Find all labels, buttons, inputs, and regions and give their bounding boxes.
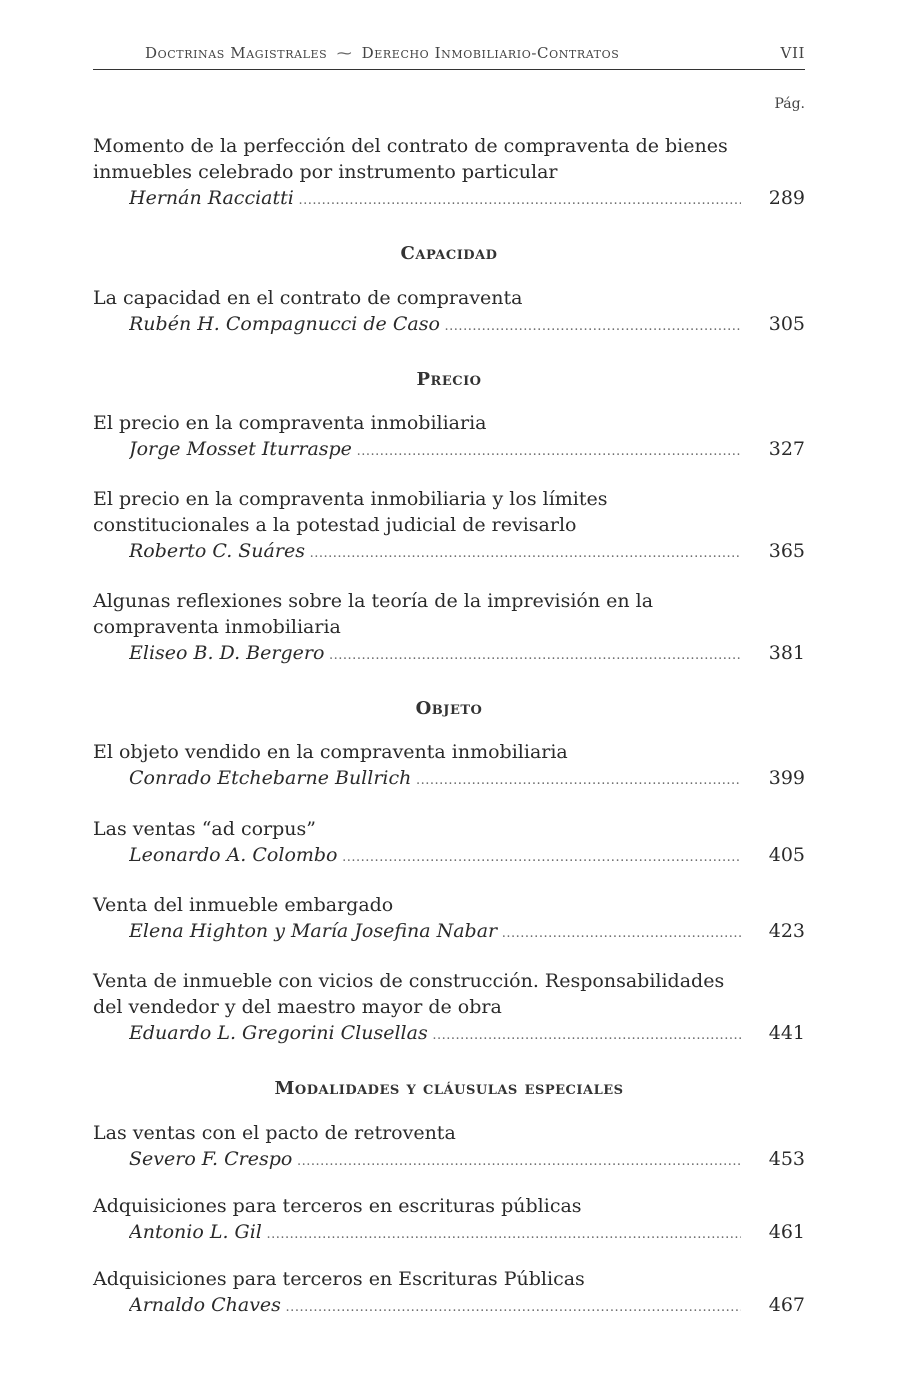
running-head-title-left: Doctrinas Magistrales xyxy=(145,44,328,62)
entry-title: Venta del inmueble embargado xyxy=(93,894,394,916)
entry-author: Roberto C. Suáres ..... xyxy=(129,538,741,567)
entry-page: 305 xyxy=(768,313,805,335)
section-heading-modalidades: Modalidades y cláusulas especiales xyxy=(274,1078,624,1099)
entry-page: 399 xyxy=(768,767,805,789)
entry-author: Antonio L. Gil ..... xyxy=(129,1219,741,1248)
toc-entry xyxy=(93,1193,805,1245)
entry-page: 365 xyxy=(768,540,805,562)
entry-title: El precio en la compraventa inmobiliaria xyxy=(93,412,487,434)
entry-page: 405 xyxy=(768,844,805,866)
toc-entry xyxy=(93,410,805,462)
toc-entry xyxy=(93,1266,805,1318)
entry-page: 381 xyxy=(768,642,805,664)
toc-entry xyxy=(93,285,805,337)
toc-entry xyxy=(93,486,805,564)
section-heading-precio: Precio xyxy=(416,369,482,390)
entry-title: El precio en la compraventa inmobiliaria y los límites constitucionales a la potestad judicial de revisarlo xyxy=(93,488,608,536)
section-heading-capacidad: Capacidad xyxy=(400,243,498,264)
entry-title: Las ventas “ad corpus” xyxy=(93,818,316,840)
entry-author: Elena Highton y María Josefina Nabar ..... xyxy=(129,918,741,947)
entry-title: Venta de inmueble con vicios de construcción. Responsabilidades del vendedor y del maestro mayor de obra xyxy=(93,970,725,1018)
toc-entry xyxy=(93,892,805,944)
entry-title: Adquisiciones para terceros en Escrituras Públicas xyxy=(93,1268,585,1290)
entry-author: Hernán Racciatti ..... xyxy=(129,185,741,214)
entry-page: 327 xyxy=(768,438,805,460)
entry-title: Las ventas con el pacto de retroventa xyxy=(93,1122,456,1144)
header-rule xyxy=(93,69,805,70)
entry-title: La capacidad en el contrato de compraventa xyxy=(93,287,523,309)
running-head-title-right: Derecho Inmobiliario-Contratos xyxy=(361,44,620,62)
entry-author: Conrado Etchebarne Bullrich ..... xyxy=(129,765,741,794)
separator-ornament-icon: ⁓ xyxy=(336,44,353,62)
entry-page: 467 xyxy=(768,1294,805,1316)
entry-author: Arnaldo Chaves ..... xyxy=(129,1292,741,1321)
toc-entry xyxy=(93,739,805,791)
entry-page: 441 xyxy=(768,1022,805,1044)
toc-entry xyxy=(93,816,805,868)
entry-page: 289 xyxy=(768,187,805,209)
entry-page: 461 xyxy=(768,1221,805,1243)
entry-author: Rubén H. Compagnucci de Caso ..... xyxy=(129,311,741,340)
running-head-title xyxy=(145,44,619,62)
entry-author: Leonardo A. Colombo ..... xyxy=(129,842,741,871)
entry-title: Adquisiciones para terceros en escrituras públicas xyxy=(93,1195,582,1217)
entry-author: Jorge Mosset Iturraspe ..... xyxy=(129,436,741,465)
entry-author: Severo F. Crespo ..... xyxy=(129,1146,741,1175)
toc-entry xyxy=(93,588,805,666)
entry-title: Algunas reflexiones sobre la teoría de la imprevisión en la compraventa inmobiliaria xyxy=(93,590,654,638)
entry-title: El objeto vendido en la compraventa inmobiliaria xyxy=(93,741,568,763)
section-heading-objeto: Objeto xyxy=(415,698,483,719)
entry-page: 453 xyxy=(768,1148,805,1170)
page-folio: VII xyxy=(780,44,805,62)
entry-author: Eduardo L. Gregorini Clusellas ..... xyxy=(129,1020,741,1049)
toc-entry xyxy=(93,133,805,211)
entry-page: 423 xyxy=(768,920,805,942)
entry-author: Eliseo B. D. Bergero ..... xyxy=(129,640,741,669)
entry-title: Momento de la perfección del contrato de compraventa de bienes inmuebles celebrado por instrumento particular xyxy=(93,135,728,183)
toc-entry xyxy=(93,968,805,1046)
toc-entry xyxy=(93,1120,805,1172)
page-column-label: Pág. xyxy=(774,96,805,112)
